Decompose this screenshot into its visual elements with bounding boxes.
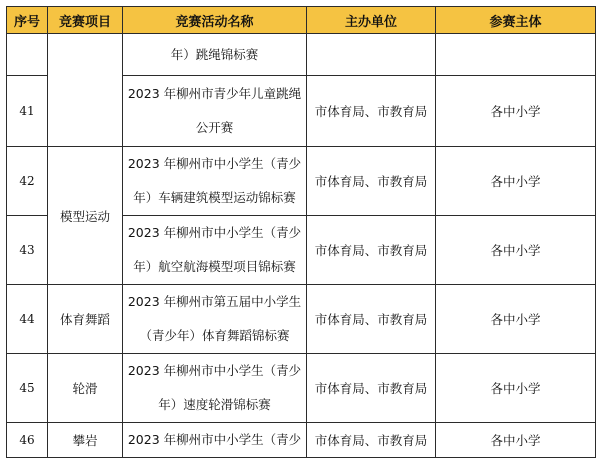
participants-cell [436, 34, 596, 76]
participants-cell: 各中小学 [436, 216, 596, 285]
event-name-line: 2023 年柳州市中小学生（青少 [127, 432, 302, 447]
participants-cell: 各中小学 [436, 423, 596, 458]
table-row [7, 354, 596, 423]
event-name-cell [123, 76, 307, 147]
organizer-cell [307, 34, 436, 76]
header-event-category: 竞赛项目 [48, 7, 123, 34]
organizer-cell: 市体育局、市教育局 [307, 216, 436, 285]
serial-number-cell: 45 [7, 354, 48, 423]
table-row [7, 423, 596, 458]
event-name-cell [123, 354, 307, 423]
event-category-cell: 攀岩 [48, 423, 123, 458]
header-event-name: 竞赛活动名称 [123, 7, 307, 34]
event-name-cell [123, 216, 307, 285]
serial-number-cell: 44 [7, 285, 48, 354]
header-participants: 参赛主体 [436, 7, 596, 34]
serial-number-cell: 43 [7, 216, 48, 285]
event-category-cell: 轮滑 [48, 354, 123, 423]
participants-cell: 各中小学 [436, 76, 596, 147]
event-category-cell [48, 34, 123, 147]
competition-table [6, 6, 596, 458]
event-category-cell: 模型运动 [48, 147, 123, 285]
table-row [7, 34, 596, 76]
event-name-line: 年）速度轮滑锦标赛 [158, 397, 271, 412]
table-row [7, 285, 596, 354]
event-name-cell [123, 423, 307, 458]
event-name-line: 年）跳绳锦标赛 [170, 46, 259, 62]
event-name-line: 2023 年柳州市中小学生（青少 [127, 363, 302, 378]
event-name-cell [123, 34, 307, 76]
participants-cell: 各中小学 [436, 285, 596, 354]
participants-cell: 各中小学 [436, 147, 596, 216]
serial-number-cell: 46 [7, 423, 48, 458]
header-row [7, 7, 596, 34]
event-name-cell [123, 285, 307, 354]
event-category-cell: 体育舞蹈 [48, 285, 123, 354]
table-row [7, 147, 596, 216]
organizer-cell: 市体育局、市教育局 [307, 285, 436, 354]
event-name-line: 年）车辆建筑模型运动锦标赛 [133, 190, 296, 205]
header-organizer: 主办单位 [307, 7, 436, 34]
event-name-cell [123, 147, 307, 216]
organizer-cell: 市体育局、市教育局 [307, 423, 436, 458]
header-serial-number: 序号 [7, 7, 48, 34]
organizer-cell: 市体育局、市教育局 [307, 354, 436, 423]
event-name-line: 2023 年柳州市青少年儿童跳绳 [127, 86, 302, 101]
serial-number-cell [7, 34, 48, 76]
serial-number-cell: 42 [7, 147, 48, 216]
serial-number-cell: 41 [7, 76, 48, 147]
event-name-line: 公开赛 [195, 120, 234, 135]
event-name-line: 2023 年柳州市中小学生（青少 [127, 225, 302, 240]
event-name-line: 2023 年柳州市中小学生（青少 [127, 156, 302, 171]
organizer-cell: 市体育局、市教育局 [307, 147, 436, 216]
event-name-line: （青少年）体育舞蹈锦标赛 [139, 328, 290, 343]
participants-cell: 各中小学 [436, 354, 596, 423]
event-name-line: 2023 年柳州市第五届中小学生 [127, 294, 302, 309]
organizer-cell: 市体育局、市教育局 [307, 76, 436, 147]
event-name-line: 年）航空航海模型项目锦标赛 [133, 259, 296, 274]
